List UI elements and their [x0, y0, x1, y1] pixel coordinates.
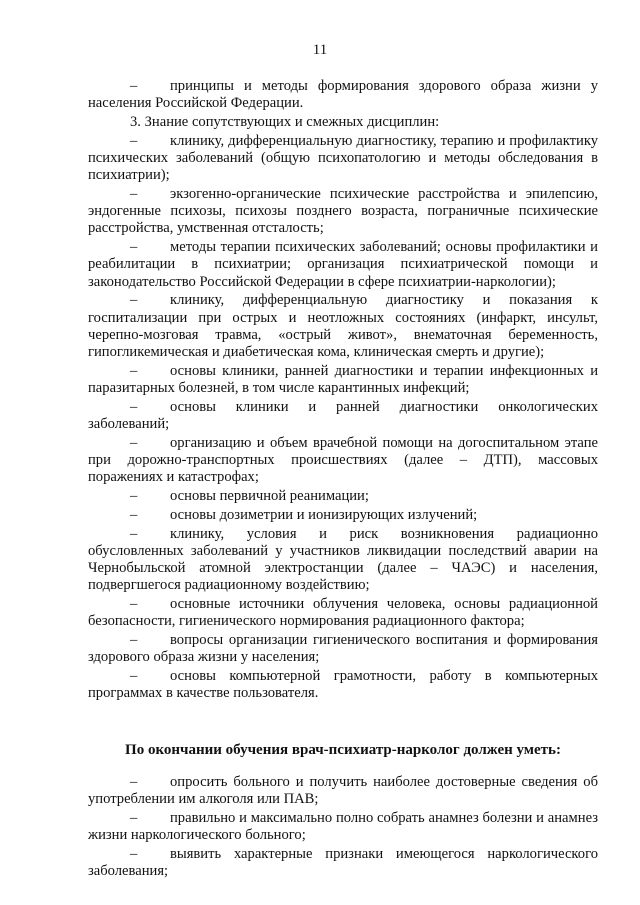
dash-marker: –: [130, 632, 138, 649]
section-3-title: 3. Знание сопутствующих и смежных дисциплин:: [130, 114, 440, 130]
list-item-text: основы дозиметрии и ионизирующих излучений;: [170, 506, 478, 523]
list-item: [88, 668, 598, 702]
dash-marker: –: [130, 845, 138, 862]
list-item: [88, 488, 598, 505]
list-item: [88, 632, 598, 666]
section-3-list: [88, 133, 598, 703]
dash-marker: –: [130, 773, 138, 790]
dash-marker: –: [130, 525, 138, 542]
dash-marker: –: [130, 809, 138, 826]
dash-marker: –: [130, 362, 138, 379]
list-item-text: основы клиники и ранней диагностики онкологических заболеваний;: [88, 398, 598, 433]
list-item: [88, 507, 598, 524]
dash-marker: –: [130, 506, 138, 523]
list-item-text: основы первичной реанимации;: [170, 488, 369, 505]
list-item: [88, 435, 598, 487]
dash-marker: –: [130, 668, 138, 685]
list-item-text: клинику, дифференциальную диагностику и показания к госпитализации при острых и неотложных состояниях (инфаркт, инсульт, черепно-мозговая травма, «острый живот», внематочная беременность, гипогликемическая и диабетическая кома, клиническая смерть и другие);: [88, 292, 598, 361]
list-item: [88, 292, 598, 361]
list-item: [88, 810, 598, 844]
list-item-text: правильно и максимально полно собрать анамнез болезни и анамнез жизни наркологического больного;: [88, 809, 598, 843]
list-item: [88, 846, 598, 880]
list-item-text: экзогенно-органические психические расстройства и эпилепсию, эндогенные психозы, психозы позднего возраста, пограничные психические расстройства, умственная отсталость;: [88, 186, 598, 237]
list-item-text: принципы и методы формирования здорового образа жизни у населения Российской Федерации.: [88, 78, 598, 112]
list-item: [88, 399, 598, 433]
list-item-text: выявить характерные признаки имеющегося наркологического заболевания;: [88, 845, 598, 879]
skills-list: [88, 774, 598, 880]
dash-marker: –: [130, 488, 138, 505]
dash-marker: –: [130, 78, 138, 94]
list-item: [88, 78, 598, 112]
list-item-text: основные источники облучения человека, основы радиационной безопасности, гигиенического нормирования радиационного фактора;: [88, 596, 598, 630]
dash-marker: –: [130, 434, 138, 451]
dash-marker: –: [130, 186, 138, 202]
skills-heading: По окончании обучения врач-психиатр-нарколог должен уметь:: [125, 742, 561, 759]
dash-marker: –: [130, 398, 138, 415]
dash-marker: –: [130, 292, 138, 309]
intro-list: [88, 78, 598, 112]
list-item: [88, 774, 598, 808]
dash-marker: –: [130, 239, 138, 256]
dash-marker: –: [130, 596, 138, 613]
list-item-text: основы компьютерной грамотности, работу в компьютерных программах в качестве пользователя.: [88, 668, 598, 702]
list-item-text: вопросы организации гигиенического воспитания и формирования здорового образа жизни у населения;: [88, 632, 598, 666]
list-item: [88, 596, 598, 630]
dash-marker: –: [130, 132, 138, 149]
list-item: [88, 133, 598, 185]
list-item: [88, 526, 598, 595]
list-item: [88, 239, 598, 291]
list-item-text: клинику, условия и риск возникновения радиационно обусловленных заболеваний у участников ликвидации последствий аварии на Чернобыльской атомной электростанции (далее – ЧАЭС) и населения, подвергшегося радиационному воздействию;: [88, 525, 598, 594]
page-number: 11: [312, 42, 328, 58]
document-body: [88, 78, 598, 882]
list-item-text: опросить больного и получить наиболее достоверные сведения об употреблении им алкоголя или ПАВ;: [88, 773, 598, 807]
list-item-text: клинику, дифференциальную диагностику, терапию и профилактику психических заболеваний (общую психопатологию и методы обследования в психиатрии);: [88, 132, 598, 184]
list-item: [88, 363, 598, 397]
list-item-text: методы терапии психических заболеваний; основы профилактики и реабилитации в психиатрии; организация психиатрической помощи и законодательство Российской Федерации в сфере психиатрии-наркологии);: [88, 239, 598, 290]
list-item-text: основы клиники, ранней диагностики и терапии инфекционных и паразитарных болезней, в том числе карантинных инфекций;: [88, 362, 598, 397]
list-item-text: организацию и объем врачебной помощи на догоспитальном этапе при дорожно-транспортных происшествиях (далее – ДТП), массовых поражениях и катастрофах;: [88, 434, 598, 486]
list-item: [88, 186, 598, 238]
